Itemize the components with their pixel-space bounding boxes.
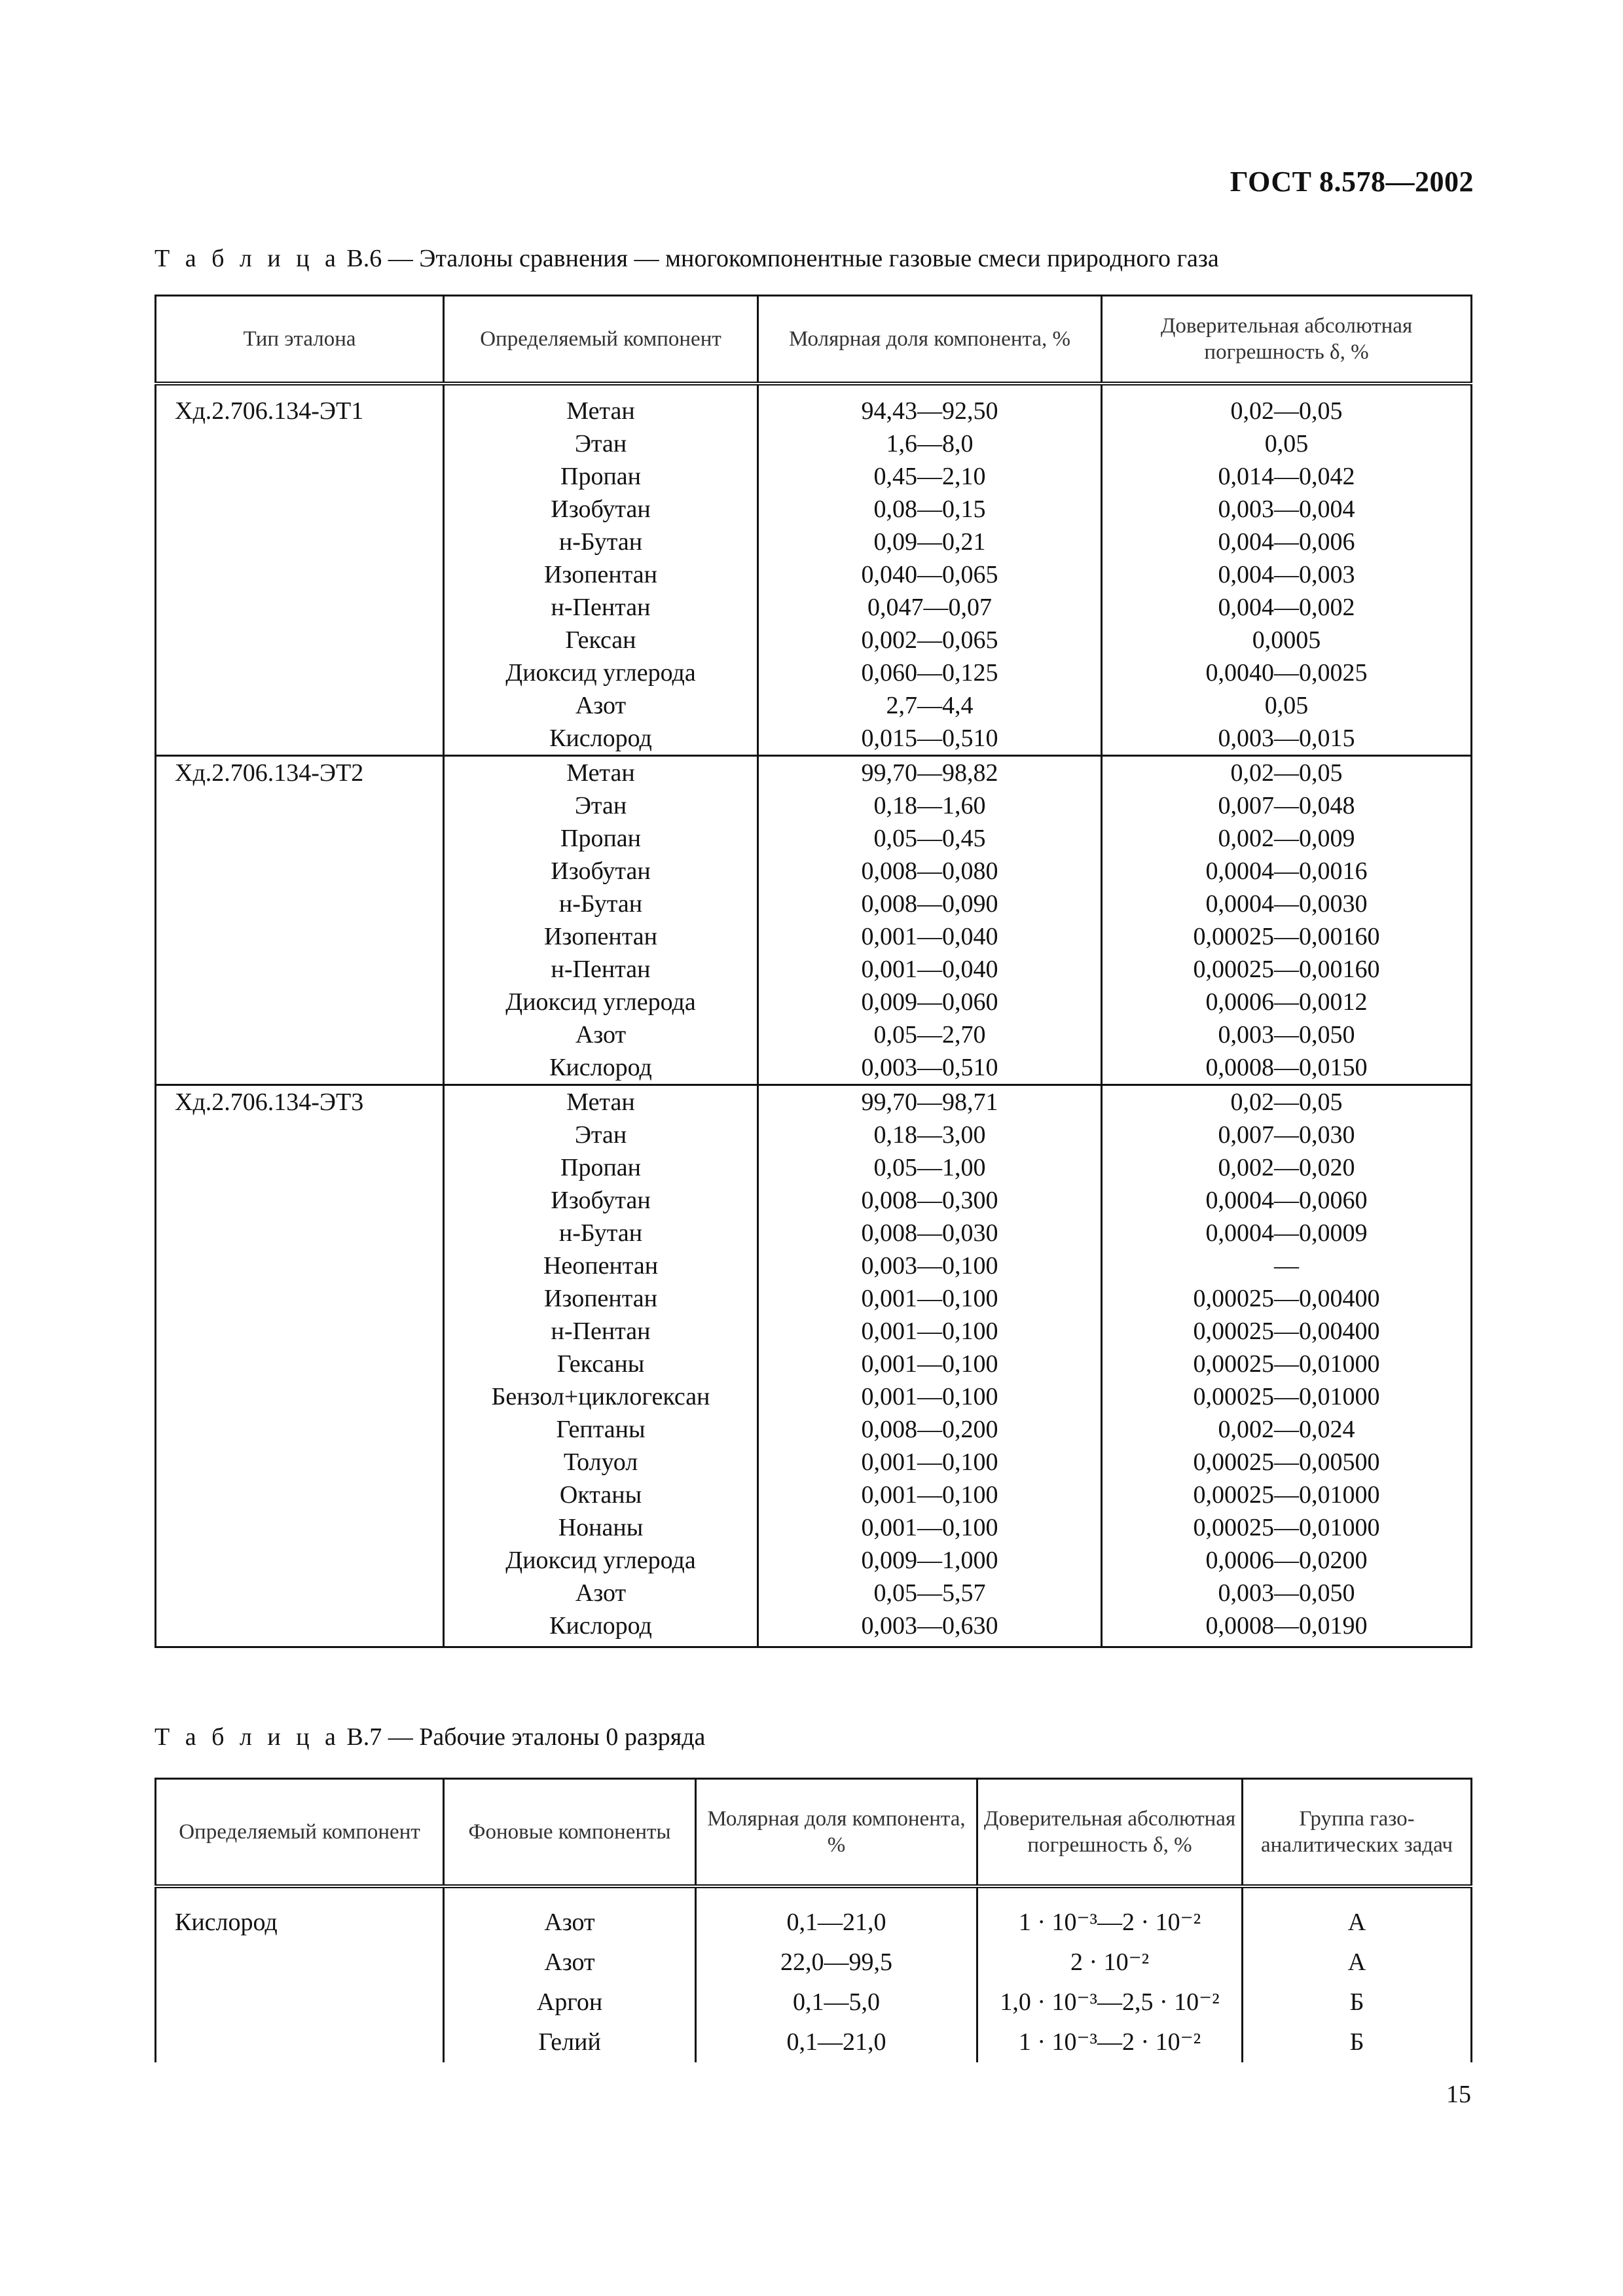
table-cell-group: Б (1243, 1982, 1472, 2022)
page-number: 15 (1446, 2081, 1471, 2108)
table-cell-type (156, 427, 444, 460)
table-cell-fraction: 0,1—21,0 (696, 2022, 977, 2062)
table-cell-type (156, 1249, 444, 1282)
table-cell-component: Неопентан (444, 1249, 758, 1282)
table-b7-caption-prefix: Т а б л и ц а (155, 1723, 340, 1751)
table-cell-error: — (1102, 1249, 1472, 1282)
table-cell-error: 0,0004—0,0030 (1102, 888, 1472, 920)
table-b7-caption-text: В.7 — Рабочие эталоны 0 разряда (340, 1723, 706, 1751)
table-cell-type (156, 1609, 444, 1647)
table-b7-caption (155, 1723, 705, 1751)
table-row (156, 689, 1472, 722)
table-b7-body (156, 1886, 1472, 2062)
table-cell-error: 0,0004—0,0060 (1102, 1184, 1472, 1217)
table-cell-error: 0,003—0,050 (1102, 1018, 1472, 1051)
table-cell-type (156, 986, 444, 1018)
document-header: ГОСТ 8.578—2002 (1230, 166, 1474, 198)
table-row (156, 1609, 1472, 1647)
table-cell-fraction: 0,05—5,57 (758, 1577, 1102, 1609)
table-b6-header-fraction: Молярная доля компонента, % (758, 296, 1102, 384)
table-cell-error: 0,003—0,015 (1102, 722, 1472, 756)
table-cell-background: Азот (444, 1903, 696, 1943)
table-cell-type (156, 1577, 444, 1609)
table-cell-type (156, 493, 444, 526)
table-cell-component: Азот (444, 1577, 758, 1609)
table-cell-component: Кислород (444, 1609, 758, 1647)
table-cell-type (156, 1479, 444, 1511)
table-cell-fraction: 0,060—0,125 (758, 656, 1102, 689)
table-cell-error: 1 · 10⁻³—2 · 10⁻² (977, 2022, 1243, 2062)
table-cell-component: Азот (444, 1018, 758, 1051)
table-cell-component: Изопентан (444, 920, 758, 953)
table-cell-group: А (1243, 1943, 1472, 1982)
table-cell-type (156, 1315, 444, 1348)
table-cell-type (156, 1151, 444, 1184)
table-cell-component: Изобутан (444, 1184, 758, 1217)
table-row (156, 1413, 1472, 1446)
table-cell-fraction: 0,05—1,00 (758, 1151, 1102, 1184)
table-row (156, 493, 1472, 526)
table-cell-fraction: 0,08—0,15 (758, 493, 1102, 526)
table-cell-component: н-Пентан (444, 953, 758, 986)
table-cell-error: 0,0005 (1102, 624, 1472, 656)
table-cell-error: 0,00025—0,00400 (1102, 1282, 1472, 1315)
table-cell-fraction: 0,45—2,10 (758, 460, 1102, 493)
table-cell-error: 0,05 (1102, 427, 1472, 460)
table-cell-error: 0,00025—0,00160 (1102, 953, 1472, 986)
table-cell-error: 0,02—0,05 (1102, 756, 1472, 790)
table-cell-type (156, 888, 444, 920)
table-cell-component (156, 1982, 444, 2022)
table-cell-fraction: 0,008—0,080 (758, 855, 1102, 888)
table-cell-component: Нонаны (444, 1511, 758, 1544)
table-cell-component: Бензол+циклогексан (444, 1380, 758, 1413)
table-cell-error: 0,0040—0,0025 (1102, 656, 1472, 689)
table-cell-type (156, 624, 444, 656)
table-cell-error: 0,0004—0,0016 (1102, 855, 1472, 888)
table-cell-fraction: 0,009—1,000 (758, 1544, 1102, 1577)
table-cell-error: 0,0008—0,0190 (1102, 1609, 1472, 1647)
table-cell-type (156, 689, 444, 722)
table-cell-fraction: 0,015—0,510 (758, 722, 1102, 756)
table-cell-fraction: 0,18—1,60 (758, 789, 1102, 822)
table-cell-fraction: 0,008—0,200 (758, 1413, 1102, 1446)
table-cell-component: Диоксид углерода (444, 656, 758, 689)
table-cell-fraction: 0,003—0,510 (758, 1051, 1102, 1085)
table-cell-component: Пропан (444, 460, 758, 493)
table-b7-header-row (156, 1779, 1472, 1887)
table-cell-component: Изобутан (444, 493, 758, 526)
table-b7-header-error: Доверительная абсолютная погрешность δ, % (977, 1779, 1243, 1887)
table-b6-caption-text: В.6 — Эталоны сравнения — многокомпонентные газовые смеси природного газа (340, 245, 1219, 272)
table-cell-error: 0,007—0,048 (1102, 789, 1472, 822)
table-cell-error: 1 · 10⁻³—2 · 10⁻² (977, 1903, 1243, 1943)
table-row (156, 1217, 1472, 1249)
table-cell-type (156, 822, 444, 855)
table-row (156, 1119, 1472, 1151)
table-cell-component: Гептаны (444, 1413, 758, 1446)
table-cell-component: Этан (444, 427, 758, 460)
table-cell-fraction: 0,05—0,45 (758, 822, 1102, 855)
table-cell-fraction: 0,1—5,0 (696, 1982, 977, 2022)
table-cell-fraction: 94,43—92,50 (758, 395, 1102, 427)
table-b6-body (156, 384, 1472, 1647)
table-cell-error: 0,002—0,009 (1102, 822, 1472, 855)
table-cell-fraction: 0,009—0,060 (758, 986, 1102, 1018)
table-cell-error: 1,0 · 10⁻³—2,5 · 10⁻² (977, 1982, 1243, 2022)
table-row (156, 2022, 1472, 2062)
table-cell-component: Изобутан (444, 855, 758, 888)
table-row (156, 986, 1472, 1018)
table-cell-error: 0,0008—0,0150 (1102, 1051, 1472, 1085)
table-row (156, 1348, 1472, 1380)
table-cell-component: Гексан (444, 624, 758, 656)
table-cell-type (156, 855, 444, 888)
table-cell-fraction: 22,0—99,5 (696, 1943, 977, 1982)
table-cell-type (156, 1217, 444, 1249)
table-cell-type (156, 1018, 444, 1051)
table-cell-component: н-Пентан (444, 591, 758, 624)
table-row (156, 722, 1472, 756)
table-cell-error: 0,007—0,030 (1102, 1119, 1472, 1151)
table-cell-component: Метан (444, 1085, 758, 1119)
table-row (156, 1446, 1472, 1479)
table-cell-group: Б (1243, 2022, 1472, 2062)
table-cell-component: Октаны (444, 1479, 758, 1511)
table-cell-type (156, 1184, 444, 1217)
table-cell-fraction: 0,001—0,100 (758, 1446, 1102, 1479)
table-cell-error: 2 · 10⁻² (977, 1943, 1243, 1982)
table-cell-fraction: 0,008—0,090 (758, 888, 1102, 920)
table-cell-type (156, 1413, 444, 1446)
table-cell-fraction: 2,7—4,4 (758, 689, 1102, 722)
table-cell-component: н-Бутан (444, 526, 758, 558)
table-cell-fraction: 0,008—0,030 (758, 1217, 1102, 1249)
table-cell-fraction: 0,001—0,100 (758, 1380, 1102, 1413)
table-cell-error: 0,004—0,002 (1102, 591, 1472, 624)
table-cell-component: н-Бутан (444, 1217, 758, 1249)
table-cell-fraction: 0,008—0,300 (758, 1184, 1102, 1217)
table-cell-component: Пропан (444, 1151, 758, 1184)
table-cell-fraction: 0,1—21,0 (696, 1903, 977, 1943)
table-cell-type (156, 953, 444, 986)
table-cell-component (156, 2022, 444, 2062)
table-cell-type (156, 656, 444, 689)
table-cell-type: Хд.2.706.134-ЭТ2 (156, 756, 444, 790)
table-b6-header-component: Определяемый компонент (444, 296, 758, 384)
table-cell-background: Гелий (444, 2022, 696, 2062)
table-b6-header-row (156, 296, 1472, 384)
table-cell-fraction: 0,002—0,065 (758, 624, 1102, 656)
table-row (156, 1249, 1472, 1282)
table-cell-fraction: 0,047—0,07 (758, 591, 1102, 624)
table-cell-group: А (1243, 1903, 1472, 1943)
table-row (156, 1479, 1472, 1511)
table-cell-type (156, 1051, 444, 1085)
table-cell-background: Азот (444, 1943, 696, 1982)
table-row (156, 1380, 1472, 1413)
table-cell-type (156, 460, 444, 493)
table-cell-fraction: 0,09—0,21 (758, 526, 1102, 558)
table-cell-type: Хд.2.706.134-ЭТ3 (156, 1085, 444, 1119)
table-cell-error: 0,003—0,050 (1102, 1577, 1472, 1609)
table-cell-error: 0,00025—0,01000 (1102, 1380, 1472, 1413)
table-cell-component: Пропан (444, 822, 758, 855)
table-row (156, 822, 1472, 855)
table-row (156, 1282, 1472, 1315)
table-b7-header-component: Определяемый компонент (156, 1779, 444, 1887)
table-cell-component: Толуол (444, 1446, 758, 1479)
table-cell-component: Этан (444, 1119, 758, 1151)
table-cell-component: Изопентан (444, 558, 758, 591)
table-cell-fraction: 99,70—98,82 (758, 756, 1102, 790)
table-row (156, 591, 1472, 624)
table-cell-fraction: 0,001—0,040 (758, 953, 1102, 986)
table-b6-header-error: Доверительная абсолютная погрешность δ, % (1102, 296, 1472, 384)
table-row (156, 558, 1472, 591)
table-row (156, 526, 1472, 558)
table-b7 (155, 1778, 1472, 2062)
table-cell-error: 0,002—0,024 (1102, 1413, 1472, 1446)
table-cell-error: 0,05 (1102, 689, 1472, 722)
table-cell-error: 0,004—0,003 (1102, 558, 1472, 591)
table-cell-component: Метан (444, 395, 758, 427)
table-b6 (155, 295, 1472, 1648)
table-b7-header-group: Группа газо-аналитических задач (1243, 1779, 1472, 1887)
table-cell-component: Кислород (156, 1903, 444, 1943)
table-cell-fraction: 0,001—0,100 (758, 1348, 1102, 1380)
table-cell-error: 0,00025—0,01000 (1102, 1348, 1472, 1380)
table-row (156, 1511, 1472, 1544)
table-cell-fraction: 1,6—8,0 (758, 427, 1102, 460)
table-cell-type (156, 722, 444, 756)
table-row (156, 1544, 1472, 1577)
table-cell-fraction: 0,001—0,100 (758, 1282, 1102, 1315)
table-cell-background: Аргон (444, 1982, 696, 2022)
table-cell-fraction: 0,001—0,040 (758, 920, 1102, 953)
table-cell-component: Азот (444, 689, 758, 722)
table-row (156, 656, 1472, 689)
table-cell-error: 0,00025—0,01000 (1102, 1511, 1472, 1544)
table-row (156, 1085, 1472, 1119)
table-cell-error: 0,00025—0,01000 (1102, 1479, 1472, 1511)
table-cell-component (156, 1943, 444, 1982)
table-cell-component: Метан (444, 756, 758, 790)
table-b7-header-background: Фоновые компоненты (444, 1779, 696, 1887)
table-cell-type (156, 1511, 444, 1544)
table-cell-error: 0,014—0,042 (1102, 460, 1472, 493)
table-b7-header-fraction: Молярная доля компонента, % (696, 1779, 977, 1887)
table-row (156, 624, 1472, 656)
table-cell-component: Кислород (444, 722, 758, 756)
table-cell-error: 0,02—0,05 (1102, 1085, 1472, 1119)
table-b6-caption-prefix: Т а б л и ц а (155, 245, 340, 272)
table-cell-error: 0,00025—0,00160 (1102, 920, 1472, 953)
table-row (156, 395, 1472, 427)
table-cell-type (156, 789, 444, 822)
table-cell-error: 0,02—0,05 (1102, 395, 1472, 427)
table-cell-component: Диоксид углерода (444, 986, 758, 1018)
table-cell-error: 0,0006—0,0012 (1102, 986, 1472, 1018)
table-row (156, 1315, 1472, 1348)
table-row (156, 1577, 1472, 1609)
table-cell-error: 0,003—0,004 (1102, 493, 1472, 526)
table-cell-component: Изопентан (444, 1282, 758, 1315)
table-row (156, 1903, 1472, 1943)
table-row (156, 1184, 1472, 1217)
table-row (156, 460, 1472, 493)
table-row (156, 789, 1472, 822)
table-cell-component: н-Бутан (444, 888, 758, 920)
table-cell-fraction: 0,001—0,100 (758, 1479, 1102, 1511)
table-cell-type (156, 1348, 444, 1380)
table-cell-type (156, 920, 444, 953)
table-cell-fraction: 0,18—3,00 (758, 1119, 1102, 1151)
table-row (156, 427, 1472, 460)
table-cell-component: Этан (444, 789, 758, 822)
table-cell-fraction: 0,003—0,630 (758, 1609, 1102, 1647)
table-b6-header-type: Тип эталона (156, 296, 444, 384)
table-cell-component: н-Пентан (444, 1315, 758, 1348)
table-cell-component: Кислород (444, 1051, 758, 1085)
table-cell-type (156, 1380, 444, 1413)
table-cell-fraction: 99,70—98,71 (758, 1085, 1102, 1119)
table-cell-error: 0,00025—0,00400 (1102, 1315, 1472, 1348)
table-row (156, 1943, 1472, 1982)
table-cell-fraction: 0,001—0,100 (758, 1511, 1102, 1544)
table-row (156, 855, 1472, 888)
table-cell-fraction: 0,001—0,100 (758, 1315, 1102, 1348)
table-row (156, 1051, 1472, 1085)
table-cell-error: 0,0006—0,0200 (1102, 1544, 1472, 1577)
table-cell-error: 0,004—0,006 (1102, 526, 1472, 558)
table-cell-type (156, 558, 444, 591)
table-cell-type (156, 1446, 444, 1479)
table-cell-error: 0,002—0,020 (1102, 1151, 1472, 1184)
table-b6-caption (155, 244, 1219, 273)
table-row (156, 953, 1472, 986)
table-cell-type (156, 1282, 444, 1315)
table-row (156, 920, 1472, 953)
table-cell-component: Гексаны (444, 1348, 758, 1380)
table-row (156, 1151, 1472, 1184)
table-cell-error: 0,0004—0,0009 (1102, 1217, 1472, 1249)
table-cell-fraction: 0,05—2,70 (758, 1018, 1102, 1051)
table-cell-error: 0,00025—0,00500 (1102, 1446, 1472, 1479)
table-cell-type (156, 1119, 444, 1151)
table-row (156, 888, 1472, 920)
table-row (156, 756, 1472, 790)
table-cell-component: Диоксид углерода (444, 1544, 758, 1577)
table-row (156, 1982, 1472, 2022)
table-cell-type: Хд.2.706.134-ЭТ1 (156, 395, 444, 427)
table-cell-type (156, 526, 444, 558)
table-cell-fraction: 0,003—0,100 (758, 1249, 1102, 1282)
table-row (156, 1018, 1472, 1051)
table-cell-type (156, 591, 444, 624)
table-cell-fraction: 0,040—0,065 (758, 558, 1102, 591)
table-cell-type (156, 1544, 444, 1577)
